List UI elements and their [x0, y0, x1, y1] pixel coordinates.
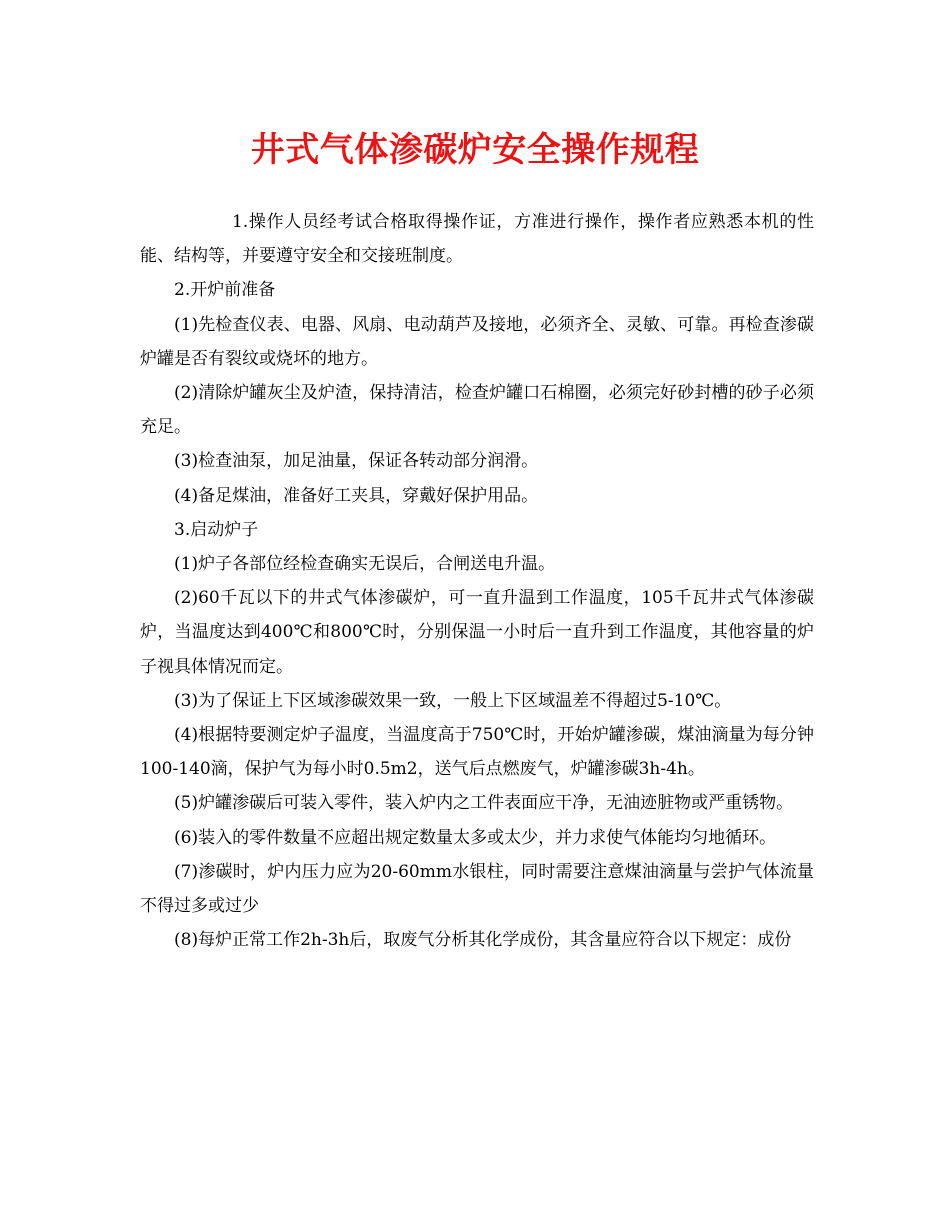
paragraph-startup-8: (8)每炉正常工作2h-3h后，取废气分析其化学成份，其含量应符合以下规定：成份: [174, 930, 792, 951]
paragraph-startup-3: (3)为了保证上下区域渗碳效果一致，一般上下区域温差不得超过5-10℃。: [174, 690, 732, 711]
paragraph-prep-2: (2)清除炉罐灰尘及炉渣，保持清洁，检查炉罐口石棉圈，必须完好砂封槽的砂子必须充足。: [140, 383, 814, 438]
paragraph-prep-1: (1)先检查仪表、电器、风扇、电动葫芦及接地，必须齐全、灵敏、可靠。再检查渗碳炉罐是否有裂纹或烧坏的地方。: [140, 314, 814, 369]
paragraph-prep-3: (3)检查油泵，加足油量，保证各转动部分润滑。: [174, 451, 539, 472]
paragraph-startup-5: (5)炉罐渗碳后可装入零件，装入炉内之工件表面应干净，无油迹脏物或严重锈物。: [174, 793, 794, 814]
paragraph-startup-4: (4)根据特要测定炉子温度，当温度高于750℃时，开始炉罐渗碳，煤油滴量为每分钟100-140滴，保护气为每小时0.5m2，送气后点燃废气，炉罐渗碳3h-4h。: [140, 725, 814, 780]
paragraph-startup-6: (6)装入的零件数量不应超出规定数量太多或太少，并力求使气体能均匀地循环。: [174, 827, 777, 848]
section-heading-preparation: 2.开炉前准备: [174, 280, 276, 301]
document-title: 井式气体渗碳炉安全操作规程: [250, 130, 700, 170]
paragraph-startup-7: (7)渗碳时，炉内压力应为20-60mm水银柱，同时需要注意煤油滴量与尝护气体流量不得过多或过少: [140, 861, 814, 917]
paragraph-prep-4: (4)备足煤油，准备好工夹具，穿戴好保护用品。: [174, 485, 539, 506]
paragraph-startup-2: (2)60千瓦以下的井式气体渗碳炉，可一直升温到工作温度，105千瓦井式气体渗碳炉，当温度达到400℃和800℃时，分别保温一小时后一直升到工作温度，其他容量的炉子视具体情况而定。: [140, 588, 814, 677]
section-heading-startup: 3.启动炉子: [174, 519, 259, 540]
paragraph-startup-1: (1)炉子各部位经检查确实无误后，合闸送电升温。: [174, 554, 556, 575]
document-body: [140, 205, 814, 957]
paragraph-qualification: 1.操作人员经考试合格取得操作证，方准进行操作，操作者应熟悉本机的性能、结构等，并要遵守安全和交接班制度。: [140, 212, 814, 267]
